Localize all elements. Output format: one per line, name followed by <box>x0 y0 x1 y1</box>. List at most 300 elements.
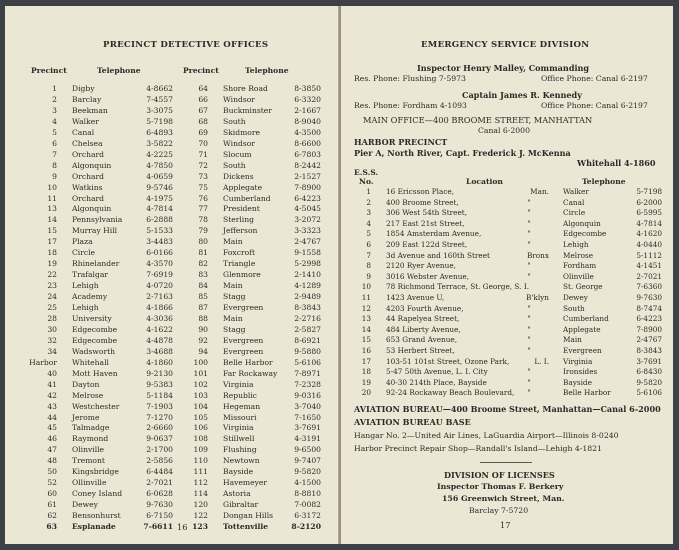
phone-number: 2-4767 <box>294 237 321 247</box>
phone-number: 4-1500 <box>294 478 321 488</box>
ess-phone: 2-4767 <box>636 335 662 345</box>
phone-number: 2-1700 <box>146 445 173 455</box>
exchange-name: Shore Road <box>223 84 268 93</box>
hangar-line: Hangar No. 2—United Air Lines, LaGuardia Airport—Illinois 8-0240 <box>354 431 619 440</box>
precinct-row <box>5 116 339 127</box>
precinct-row <box>5 214 339 225</box>
exchange-name: South <box>223 160 246 170</box>
ess-label: E.S.S. <box>354 168 379 177</box>
phone-number: 7-8900 <box>294 182 321 192</box>
ess-exchange: Edgecombe <box>563 229 607 239</box>
phone-number: 3-4688 <box>146 346 173 356</box>
repair-shop-line: Harbor Precinct Repair Shop—Randall's Island—Lehigh 4-1821 <box>354 444 602 453</box>
phone-number: 2-7163 <box>146 292 173 302</box>
ess-borough: " <box>527 261 531 271</box>
exchange-name: Orchard <box>72 149 105 159</box>
page-number-16: 16 <box>177 522 188 532</box>
exchange-name: Westchester <box>72 401 120 411</box>
exchange-name: Barclay <box>72 94 102 104</box>
exchange-name: Jefferson <box>223 226 258 236</box>
exchange-name: Wadsworth <box>72 346 116 356</box>
phone-number: 9-7407 <box>294 456 321 466</box>
precinct-row <box>5 521 339 532</box>
precinct-number: 110 <box>193 456 208 466</box>
precinct-number: 82 <box>198 259 208 269</box>
precinct-number: 25 <box>47 303 57 312</box>
phone-number: 4-8662 <box>146 84 173 93</box>
precinct-number: 75 <box>198 182 208 192</box>
ess-phone: 4-1451 <box>636 261 662 271</box>
precinct-number: 83 <box>198 270 208 280</box>
phone-number: 5-7198 <box>146 116 173 126</box>
ess-exchange: South <box>563 303 585 313</box>
phone-number: 4-0720 <box>146 281 173 291</box>
exchange-name: Stagg <box>223 324 246 334</box>
ess-number: 20 <box>361 388 371 398</box>
precinct-number: 64 <box>198 84 208 93</box>
exchange-name: Murray Hill <box>72 226 118 236</box>
phone-number: 6-7150 <box>146 511 173 521</box>
section-divider <box>480 462 532 463</box>
phone-number: 6-4223 <box>294 193 321 203</box>
ess-borough: Bronx <box>526 250 549 260</box>
precinct-row <box>5 149 339 160</box>
precinct-number: 44 <box>47 412 57 422</box>
precinct-number: 120 <box>193 500 208 510</box>
exchange-name: Skidmore <box>223 127 260 137</box>
ess-number: 19 <box>361 377 371 387</box>
phone-number: 4-7814 <box>146 204 173 214</box>
phone-number: 7-6919 <box>146 270 173 280</box>
precinct-row <box>5 313 339 324</box>
ess-row <box>341 378 673 389</box>
precinct-number: 24 <box>47 292 57 302</box>
exchange-name: Missouri <box>223 412 257 422</box>
precinct-row <box>5 390 339 401</box>
exchange-name: Watkins <box>72 182 103 192</box>
exchange-name: Dongan Hills <box>223 511 274 521</box>
exchange-name: Edgecombe <box>72 335 118 345</box>
ess-number: 6 <box>366 240 371 249</box>
phone-number: 2-5856 <box>146 456 173 466</box>
ess-phone: 5-7198 <box>636 187 662 196</box>
phone-number: 5-2998 <box>294 259 321 269</box>
phone-number: 2-7021 <box>146 478 173 488</box>
ess-location: 1423 Avenue U, <box>386 293 445 302</box>
exchange-name: Main <box>223 313 243 323</box>
precinct-number: 111 <box>193 467 208 477</box>
precinct-row <box>5 335 339 346</box>
ess-exchange: Dewey <box>563 293 588 302</box>
ess-location: 1854 Amsterdam Avenue, <box>386 229 482 239</box>
phone-number: 8-2120 <box>291 522 321 531</box>
precinct-number: 50 <box>47 467 57 477</box>
right-page <box>341 6 673 544</box>
precinct-number: 17 <box>47 237 57 247</box>
harbor-phone: Whitehall 4-1860 <box>577 158 656 168</box>
ess-exchange: Ironsides <box>563 367 598 377</box>
precinct-row <box>5 412 339 423</box>
ess-phone: 6-4223 <box>636 314 662 324</box>
ess-row <box>341 261 673 272</box>
precinct-number: 30 <box>47 324 57 334</box>
ess-exchange: Melrose <box>563 250 594 260</box>
phone-number: 7-8971 <box>294 368 321 378</box>
precinct-row <box>5 269 339 280</box>
precinct-row <box>5 258 339 269</box>
phone-number: 9-0637 <box>146 434 173 444</box>
ess-number: 9 <box>366 271 371 281</box>
exchange-name: Glenmore <box>223 270 261 280</box>
exchange-name: Plaza <box>72 237 93 247</box>
aviation-bureau-line: AVIATION BUREAU—400 Broome Street, Manhattan—Canal 6-2000 <box>354 404 661 414</box>
phone-number: 3-7691 <box>294 423 321 433</box>
phone-number: 8-8810 <box>294 489 321 499</box>
ess-row <box>341 198 673 209</box>
exchange-name: Algonquin <box>72 204 112 214</box>
precinct-number: 81 <box>198 248 208 258</box>
precinct-number: 85 <box>198 292 208 302</box>
exchange-name: Foxcroft <box>223 248 256 258</box>
precinct-row <box>5 138 339 149</box>
ess-borough: L. I. <box>534 356 549 366</box>
phone-number: 9-1558 <box>294 248 321 258</box>
ess-phone: 3-7691 <box>636 356 662 366</box>
phone-number: 3-2072 <box>294 215 321 225</box>
ess-phone: 6-2000 <box>636 197 662 207</box>
phone-number: 3-5822 <box>146 138 173 148</box>
phone-number: 2-1527 <box>294 171 321 181</box>
ess-number: 12 <box>361 303 371 313</box>
phone-number: 9-2130 <box>146 368 173 378</box>
ess-row <box>341 388 673 399</box>
phone-number: 7-6611 <box>143 522 173 531</box>
exchange-name: Orchard <box>72 171 105 181</box>
phone-number: 7-1650 <box>294 412 321 422</box>
precinct-row <box>5 433 339 444</box>
precinct-number: 14 <box>47 215 57 225</box>
licenses-inspector: Inspector Thomas F. Berkery <box>437 482 564 491</box>
phone-number: 6-3172 <box>294 511 321 521</box>
phone-number: 7-1903 <box>146 401 173 411</box>
phone-number: 8-2442 <box>294 160 321 170</box>
phone-number: 6-2888 <box>146 215 173 225</box>
precinct-number: 19 <box>47 259 57 269</box>
precinct-header-2: Precinct <box>183 66 219 75</box>
ess-borough: " <box>527 324 531 334</box>
ess-phone: 9-7630 <box>636 293 662 302</box>
exchange-name: Slocum <box>223 149 252 159</box>
precinct-row <box>5 225 339 236</box>
exchange-name: Evergreen <box>223 335 264 345</box>
precinct-row <box>5 368 339 379</box>
harbor-pier-line: Pier A, North River, Capt. Frederick J. McKenna <box>354 148 571 158</box>
precinct-row <box>5 182 339 193</box>
precinct-row <box>5 455 339 466</box>
ess-number: 7 <box>366 250 371 260</box>
phone-number: 6-0166 <box>146 248 173 258</box>
precinct-number: 15 <box>47 226 57 236</box>
exchange-name: Whitehall <box>72 357 109 367</box>
phone-number: 2-2716 <box>294 313 321 323</box>
phone-number: 4-3191 <box>294 434 321 444</box>
exchange-name: Gibraltar <box>223 500 259 510</box>
precinct-row <box>5 302 339 313</box>
precinct-row <box>5 444 339 455</box>
ess-row <box>341 314 673 325</box>
ess-row <box>341 282 673 293</box>
precinct-number: 8 <box>52 160 57 170</box>
phone-number: 5-1184 <box>146 390 173 400</box>
exchange-name: Dewey <box>72 500 98 510</box>
ess-row <box>341 208 673 219</box>
ess-number: 14 <box>361 324 371 334</box>
precinct-number: 32 <box>47 335 57 345</box>
ess-location: 653 Grand Avenue, <box>386 335 458 345</box>
phone-number: 7-0082 <box>294 500 321 510</box>
phone-number: 7-2328 <box>294 379 321 389</box>
ess-borough: Man. <box>530 187 549 196</box>
phone-number: 4-1289 <box>294 281 321 291</box>
exchange-name: Tottenville <box>223 522 269 531</box>
precinct-number: 105 <box>193 412 208 422</box>
telephone-header-2: Telephone <box>245 66 289 75</box>
exchange-name: Stillwell <box>223 434 255 444</box>
phone-number: 9-7630 <box>146 500 173 510</box>
aviation-base-heading: AVIATION BUREAU BASE <box>354 417 471 427</box>
exchange-name: Kingsbridge <box>72 467 119 477</box>
ess-row <box>341 293 673 304</box>
ess-location: 2120 Ryer Avenue, <box>386 261 456 271</box>
ess-location: 484 Liberty Avenue, <box>386 324 461 334</box>
ess-location: 209 East 122d Street, <box>386 240 468 249</box>
phone-number: 8-3843 <box>294 303 321 312</box>
precinct-number: 6 <box>52 138 57 148</box>
ess-row <box>341 325 673 336</box>
precinct-number: 80 <box>198 237 208 247</box>
precinct-number: 122 <box>193 511 208 521</box>
exchange-name: Melrose <box>72 390 104 400</box>
phone-number: 6-4484 <box>146 467 173 477</box>
precinct-number: 71 <box>198 149 208 159</box>
ess-borough: " <box>527 377 531 387</box>
phone-number: 9-5746 <box>146 182 173 192</box>
exchange-name: Flushing <box>223 445 257 455</box>
exchange-name: Algonquin <box>72 160 112 170</box>
ess-phone: 7-8900 <box>636 324 662 334</box>
precinct-row <box>5 510 339 521</box>
phone-number: 6-7803 <box>294 149 321 159</box>
ess-phone: 6-8430 <box>636 367 662 377</box>
phone-number: 6-0628 <box>146 489 173 499</box>
exchange-name: Jerome <box>72 412 100 422</box>
ess-number: 4 <box>366 218 371 228</box>
exchange-name: President <box>223 204 260 214</box>
phone-number: 4-7850 <box>146 160 173 170</box>
exchange-name: Pennsylvania <box>72 215 123 225</box>
precinct-number: 48 <box>47 456 57 466</box>
ess-location: 40-30 214th Place, Bayside <box>386 377 487 387</box>
phone-number: 9-6500 <box>294 445 321 455</box>
ess-exchange: Applegate <box>563 324 601 334</box>
ess-number: 5 <box>366 229 371 239</box>
precinct-number: 102 <box>193 379 208 389</box>
ess-location: 400 Broome Street, <box>386 197 459 207</box>
ess-number: 10 <box>361 282 371 292</box>
precinct-row <box>5 203 339 214</box>
exchange-name: Walker <box>72 116 99 126</box>
exchange-name: Evergreen <box>223 303 264 312</box>
precinct-row <box>5 466 339 477</box>
precinct-number: 106 <box>193 423 208 433</box>
ess-exchange: Algonquin <box>563 218 601 228</box>
phone-number: 2-1410 <box>294 270 321 280</box>
precinct-number: 61 <box>47 500 57 510</box>
precinct-row <box>5 105 339 116</box>
ess-row <box>341 219 673 230</box>
ess-location-header: Location <box>466 177 503 186</box>
ess-phone: 4-0440 <box>636 240 662 249</box>
exchange-name: Virginia <box>223 379 254 389</box>
licenses-address: 156 Greenwich Street, Man. <box>442 494 565 503</box>
precinct-number: 101 <box>193 368 208 378</box>
ess-exchange: Lehigh <box>563 240 589 249</box>
ess-exchange: Virginia <box>563 356 593 366</box>
exchange-name: Astoria <box>223 489 251 499</box>
exchange-name: Lehigh <box>72 303 99 312</box>
main-office-address: MAIN OFFICE—400 BROOME STREET, MANHATTAN <box>363 115 593 125</box>
ess-row <box>341 251 673 262</box>
phone-number: 5-6106 <box>294 357 321 367</box>
ess-number: 18 <box>361 367 371 377</box>
exchange-name: Windsor <box>223 138 255 148</box>
precinct-number: 114 <box>193 489 208 499</box>
phone-number: 4-3036 <box>146 313 173 323</box>
ess-exchange: Fordham <box>563 261 597 271</box>
ess-row <box>341 187 673 198</box>
precinct-number: 43 <box>47 401 57 411</box>
exchange-name: Beekman <box>72 105 108 115</box>
ess-telephone-header: Telephone <box>582 177 626 186</box>
exchange-name: Bayside <box>223 467 254 477</box>
precinct-number: 23 <box>47 281 57 291</box>
exchange-name: Stagg <box>223 292 246 302</box>
precinct-number: 63 <box>46 522 57 531</box>
phone-number: 3-3075 <box>146 105 173 115</box>
precinct-number: 66 <box>198 94 208 104</box>
precinct-number: 34 <box>47 346 57 356</box>
precinct-number: 77 <box>198 204 208 214</box>
ess-no-header: No. <box>359 177 374 186</box>
exchange-name: Coney Island <box>72 489 123 499</box>
ess-exchange: Olinville <box>563 271 594 281</box>
phone-number: 8-6921 <box>294 335 321 345</box>
harbor-precinct-heading: HARBOR PRECINCT <box>354 137 448 147</box>
ess-row <box>341 346 673 357</box>
exchange-name: Virginia <box>223 423 254 433</box>
ess-location: 3d Avenue and 160th Street <box>386 250 490 260</box>
ess-phone: 2-7021 <box>636 271 662 281</box>
phone-number: 9-5383 <box>146 379 173 389</box>
precinct-number: 40 <box>47 368 57 378</box>
ess-number: 3 <box>366 208 371 218</box>
exchange-name: Chelsea <box>72 138 103 148</box>
phone-number: 4-1975 <box>146 193 173 203</box>
phone-number: 7-1270 <box>146 412 173 422</box>
precinct-number: Harbor <box>29 357 57 367</box>
phone-number: 8-3850 <box>294 84 321 93</box>
phone-number: 2-6660 <box>146 423 173 433</box>
precinct-row <box>5 280 339 291</box>
licenses-phone: Barclay 7-5720 <box>469 506 529 515</box>
precinct-number: 60 <box>47 489 57 499</box>
telephone-header-1: Telephone <box>97 66 141 75</box>
captain-res-phone: Res. Phone: Fordham 4-1093 <box>354 101 467 110</box>
precinct-number: 92 <box>198 335 208 345</box>
phone-number: 9-5820 <box>294 467 321 477</box>
precinct-number: 67 <box>198 105 208 115</box>
phone-number: 4-3570 <box>146 259 173 269</box>
exchange-name: Cumberland <box>223 193 271 203</box>
exchange-name: Digby <box>72 84 95 93</box>
precinct-row <box>5 236 339 247</box>
precinct-number: 46 <box>47 434 57 444</box>
exchange-name: University <box>72 313 112 323</box>
ess-phone: 4-7814 <box>636 218 662 228</box>
exchange-name: Edgecombe <box>72 324 118 334</box>
precinct-row <box>5 346 339 357</box>
precinct-number: 11 <box>47 193 57 203</box>
precinct-number: 3 <box>52 105 57 115</box>
precinct-number: 109 <box>193 445 208 455</box>
precinct-number: 72 <box>198 160 208 170</box>
precinct-number: 18 <box>47 248 57 258</box>
precinct-row <box>5 127 339 138</box>
precinct-number: 78 <box>198 215 208 225</box>
ess-number: 16 <box>361 346 371 355</box>
precinct-number: 4 <box>52 116 57 126</box>
ess-location: 103-51 101st Street, Ozone Park, <box>386 356 510 366</box>
ess-location: 217 East 21st Street, <box>386 218 465 228</box>
ess-phone: 9-5820 <box>636 377 662 387</box>
ess-exchange: Bayside <box>563 377 592 387</box>
ess-borough: " <box>527 271 531 281</box>
phone-number: 4-3500 <box>294 127 321 137</box>
exchange-name: Sterling <box>223 215 254 225</box>
precinct-number: 62 <box>47 511 57 521</box>
precinct-row <box>5 499 339 510</box>
exchange-name: Talmadge <box>72 423 110 433</box>
exchange-name: Newtown <box>223 456 260 466</box>
phone-number: 8-6600 <box>294 138 321 148</box>
ess-exchange: Belle Harbor <box>563 388 611 398</box>
ess-number: 17 <box>361 356 371 366</box>
precinct-row <box>5 291 339 302</box>
phone-number: 3-7040 <box>294 401 321 411</box>
left-page-title: PRECINCT DETECTIVE OFFICES <box>103 40 269 50</box>
ess-number: 2 <box>366 197 371 207</box>
precinct-number: 69 <box>198 127 208 137</box>
precinct-row <box>5 401 339 412</box>
ess-location: 5-47 50th Avenue, L. I. City <box>386 367 488 377</box>
exchange-name: Evergreen <box>223 346 264 356</box>
precinct-number: 47 <box>47 445 57 455</box>
precinct-number: 112 <box>193 478 208 488</box>
precinct-number: 42 <box>47 390 57 400</box>
precinct-row <box>5 422 339 433</box>
ess-exchange: Cumberland <box>563 314 609 324</box>
phone-number: 4-5045 <box>294 204 321 214</box>
